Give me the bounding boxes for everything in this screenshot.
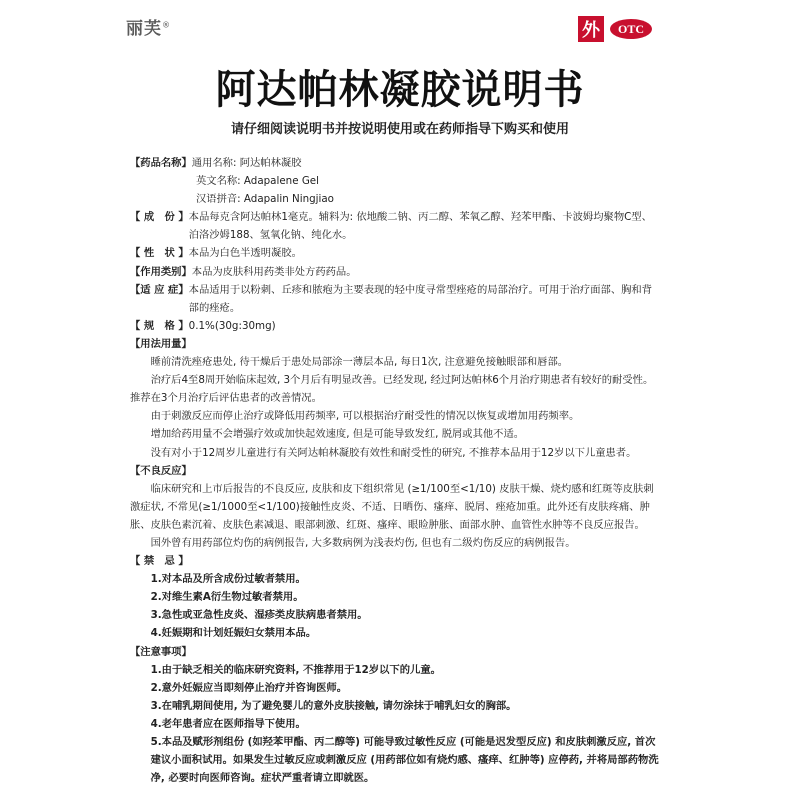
- otc-badge: OTC: [610, 19, 652, 39]
- precaution-item: 4.老年患者应在医师指导下使用。: [150, 717, 306, 730]
- section-label: 【 性 状 】: [130, 247, 189, 260]
- section-label: 【药品名称】: [130, 157, 192, 169]
- leaflet-body: [130, 154, 660, 787]
- section-category: [130, 263, 660, 281]
- section-spec: [130, 317, 660, 335]
- properties-text: 本品为白色半透明凝胶。: [188, 247, 302, 260]
- section-dosage-heading: 【用法用量】: [130, 337, 192, 350]
- document-title: 阿达帕林凝胶说明书: [215, 67, 585, 113]
- contraindication-item: 1.对本品及所含成份过敏者禁用。: [150, 573, 306, 586]
- pinyin-name: 汉语拼音: Adapalin Ningjiao: [196, 193, 334, 206]
- contraindication-item: 2.对维生素A衍生物过敏者禁用。: [150, 591, 304, 604]
- section-drug-name: [130, 154, 660, 172]
- indication-text: 本品适用于以粉刺、丘疹和脓疱为主要表现的轻中度寻常型痤疮的局部治疗。可用于治疗面部、胸和背部的痤疮。: [188, 283, 653, 314]
- adverse-paragraph: 临床研究和上市后报告的不良反应, 皮肤和皮下组织常见 (≥1/100至<1/10) 皮肤干燥、烧灼感和红斑等皮肤刺激症状, 不常见(≥1/1000至<1/100)接触性皮炎、不适、日晒伤、瘙痒、脱屑、痤疮加重。此外还有皮肤疼痛、肿胀、皮肤色素沉着、皮肤色素减退、眼部刺激、红斑、瘙痒、眼睑肿胀、面部水肿、血管性水肿等不良反应报告。: [130, 482, 654, 531]
- external-use-badge: 外: [578, 16, 604, 42]
- section-label: 【适 应 症】: [130, 283, 189, 296]
- section-precautions-heading: 【注意事项】: [130, 645, 192, 658]
- precaution-item: 1.由于缺乏相关的临床研究资料, 不推荐用于12岁以下的儿童。: [150, 663, 441, 676]
- dosage-paragraph: 睡前清洗痤疮患处, 待干燥后于患处局部涂一薄层本品, 每日1次, 注意避免接触眼部和唇部。: [150, 356, 569, 369]
- section-indication: [130, 281, 660, 317]
- section-label: 【 规 格 】: [130, 319, 189, 332]
- spec-text: 0.1%(30g:30mg): [188, 319, 276, 332]
- contraindication-item: 3.急性或亚急性皮炎、湿疹类皮肤病患者禁用。: [150, 609, 368, 622]
- otc-badges: [578, 16, 652, 42]
- document-subtitle: 请仔细阅读说明书并按说明使用或在药师指导下购买和使用: [230, 122, 569, 137]
- section-properties: [130, 244, 660, 262]
- section-label: 【作用类别】: [130, 265, 192, 278]
- generic-name: 通用名称: 阿达帕林凝胶: [191, 157, 302, 169]
- section-adverse-heading: 【不良反应】: [130, 464, 192, 477]
- composition-text: 本品每克含阿达帕林1毫克。辅料为: 依地酸二钠、丙二醇、苯氧乙醇、羟苯甲酯、卡波姆均聚物C型、泊洛沙姆188、氢氧化钠、纯化水。: [188, 211, 652, 242]
- section-label: 【 成 份 】: [130, 211, 189, 224]
- registered-mark: ®: [162, 20, 171, 30]
- section-contraindications-heading: 【 禁 忌 】: [130, 555, 189, 568]
- section-composition: [130, 208, 660, 244]
- precaution-item: 3.在哺乳期间使用, 为了避免婴儿的意外皮肤接触, 请勿涂抹于哺乳妇女的胸部。: [150, 699, 517, 712]
- brand-logo: [126, 14, 171, 39]
- brand-name: 丽芙: [126, 19, 162, 39]
- adverse-paragraph: 国外曾有用药部位灼伤的病例报告, 大多数病例为浅表灼伤, 但也有二级灼伤反应的病例报告。: [150, 536, 576, 549]
- category-text: 本品为皮肤科用药类非处方药药品。: [191, 265, 357, 278]
- english-name: 英文名称: Adapalene Gel: [196, 175, 319, 188]
- contraindication-item: 4.妊娠期和计划妊娠妇女禁用本品。: [150, 627, 317, 640]
- dosage-paragraph: 由于刺激反应而停止治疗或降低用药频率, 可以根据治疗耐受性的情况以恢复或增加用药频率。: [150, 410, 580, 423]
- dosage-paragraph: 增加给药用量不会增强疗效或加快起效速度, 但是可能导致发红, 脱屑或其他不适。: [150, 428, 525, 441]
- dosage-paragraph: 治疗后4至8周开始临床起效, 3个月后有明显改善。已经发现, 经过阿达帕林6个月治疗期患者有较好的耐受性。推荐在3个月治疗后评估患者的改善情况。: [130, 374, 654, 405]
- dosage-paragraph: 没有对小于12周岁儿童进行有关阿达帕林凝胶有效性和耐受性的研究, 不推荐本品用于12岁以下儿童患者。: [150, 446, 637, 459]
- precaution-item: 5.本品及赋形剂组份 (如羟苯甲酯、丙二醇等) 可能导致过敏性反应 (可能是迟发型反应) 和皮肤刺激反应, 首次建议小面积试用。如果发生过敏反应或刺激反应 (用药部位如有烧灼感、瘙痒、红肿等) 应停药, 并将局部药物洗净, 必要时向医师咨询。症状严重者请立即就医。: [150, 736, 659, 785]
- precaution-item: 2.意外妊娠应当即刻停止治疗并咨询医师。: [150, 681, 348, 694]
